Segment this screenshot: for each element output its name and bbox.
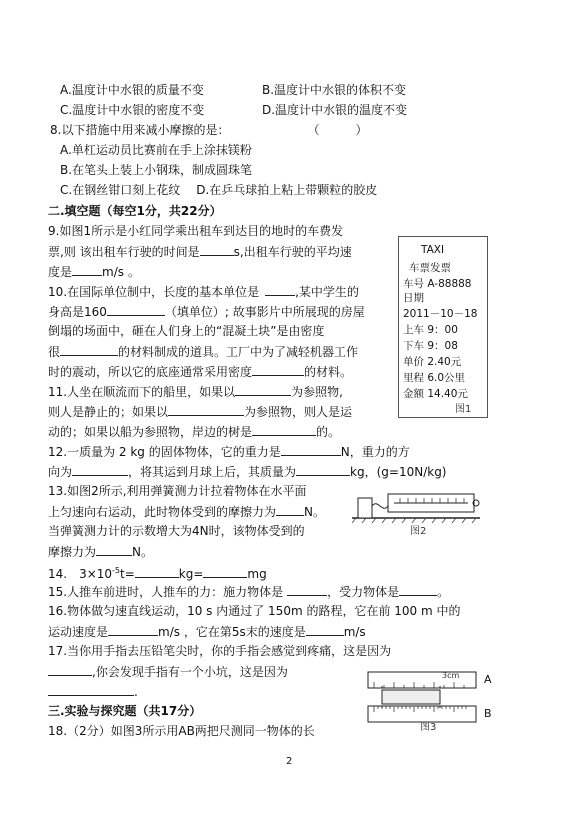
figure-2-caption: 图2 xyxy=(410,526,427,537)
q13-line2: 上匀速向右运动，此时物体受到的摩擦力为 N。 xyxy=(48,505,325,519)
q7-option-a: A.温度计中水银的质量不变 xyxy=(60,83,204,97)
receipt-distance: 里程 6.0公里 xyxy=(403,372,466,384)
q12-line1: 12.一质量为 2 kg 的固体物体，它的重力是 N，重力的方 xyxy=(48,445,410,459)
section-3-heading: 三.实验与探究题（共17分） xyxy=(48,704,202,718)
figure-3-caption: 图3 xyxy=(420,722,437,733)
receipt-price: 单价 2.40元 xyxy=(403,356,462,368)
q10-line5: 时的震动，所以它的底座通常采用密度 的材料。 xyxy=(48,365,353,379)
q7-option-b: B.温度计中水银的体积不变 xyxy=(262,83,407,97)
q8-stem: 8.以下措施中用来减小摩擦的是： （ ） xyxy=(50,123,368,137)
receipt-board: 上车 9：00 xyxy=(403,324,458,336)
q13-line3: 当弹簧测力计的示数增大为4N时，该物体受到的 xyxy=(48,524,305,538)
q16-line2: 运动速度是 m/s ，它在第5s末的速度是 m/s xyxy=(48,625,366,639)
q11-line2: 则人是静止的；如果以 为参照物，则人是运 xyxy=(48,405,353,419)
q8-option-a: A.单杠运动员比赛前在手上涂抹镁粉 xyxy=(60,143,252,157)
q11-line1: 11.人坐在顺流而下的船里，如果以 为参照物, xyxy=(48,385,343,399)
q17-line2: ,你会发现手指有一个小坑，这是因为 xyxy=(48,663,288,680)
q8-option-b: B.在笔头上装上小钢珠，制成圆珠笔 xyxy=(60,163,253,177)
q9-line2: 票,则 该出租车行驶的时间是 s,出租车行驶的平均速 xyxy=(48,245,352,259)
q13-line1: 13.如图2所示,利用弹簧测力计拉着物体在水平面 xyxy=(48,484,307,498)
ruler-b-label: B xyxy=(484,707,492,720)
receipt-date-value: 2011－10－18 xyxy=(403,308,478,320)
receipt-amount: 金额 14.40元 xyxy=(403,388,468,400)
q13-line4: 摩擦力为 N。 xyxy=(48,545,153,559)
q10-line1: 10.在国际单位制中，长度的基本单位是 ,某中学生的 xyxy=(48,285,359,299)
taxi-receipt xyxy=(398,236,488,418)
q12-line2: 向为 ，将其运到月球上后，其质量为 kg，(g=10N/kg) xyxy=(48,465,447,479)
receipt-title: TAXI xyxy=(421,244,445,256)
receipt-subtitle: 车票发票 xyxy=(409,262,451,274)
receipt-plate: 车号 A-88888 xyxy=(403,278,472,290)
q8-option-c: C.在钢丝钳口刻上花纹 D.在乒乓球拍上粘上带颗粒的胶皮 xyxy=(60,183,378,197)
q9-line1: 9.如图1所示是小红同学乘出租车到达目的地时的车费发 xyxy=(48,224,344,238)
q10-line4: 很 的材料制成的道具。工厂中为了减轻机器工作 xyxy=(48,345,359,359)
q18-line: 18.（2分）如图3所示用AB两把尺测同一物体的长 xyxy=(48,724,315,738)
q7-option-c: C.温度计中水银的密度不变 xyxy=(60,103,205,117)
q7-option-d: D.温度计中水银的温度不变 xyxy=(262,103,408,117)
q17-line1: 17.当你用手指去压铅笔尖时，你的手指会感觉到疼痛，这是因为 xyxy=(48,644,392,658)
q10-line2: 身高是160 （填单位）; 故事影片中所展现的房屋 xyxy=(48,305,365,319)
q16-line1: 16.物体做匀速直线运动，10 s 内通过了 150m 的路程，它在前 100 m 中的 xyxy=(48,604,461,618)
q14-line: 14. $3\times 10^{-5}t= kg=$ mg xyxy=(48,566,267,581)
q11-line3: 动的；如果以船为参照物，岸边的树是 的。 xyxy=(48,425,341,439)
ruler-a-label: A xyxy=(484,673,492,686)
page-number: 2 xyxy=(286,756,293,767)
figure-1-caption: 图1 xyxy=(455,404,472,415)
q15-line: 15.人推车前进时，人推车的力：施力物体是 ，受力物体是 。 xyxy=(48,585,450,599)
q9-line3: 度是 m/s 。 xyxy=(48,265,140,279)
section-2-heading: 二.填空题（每空1分，共22分） xyxy=(48,204,222,218)
q17-line3: . xyxy=(48,683,138,700)
receipt-alight: 下车 9：08 xyxy=(403,340,458,352)
q10-line3: 倒塌的场面中，砸在人们身上的“混凝土块”是由密度 xyxy=(48,324,325,338)
ruler-unit-label: 3cm xyxy=(442,671,460,680)
receipt-date-label: 日期 xyxy=(403,292,424,304)
